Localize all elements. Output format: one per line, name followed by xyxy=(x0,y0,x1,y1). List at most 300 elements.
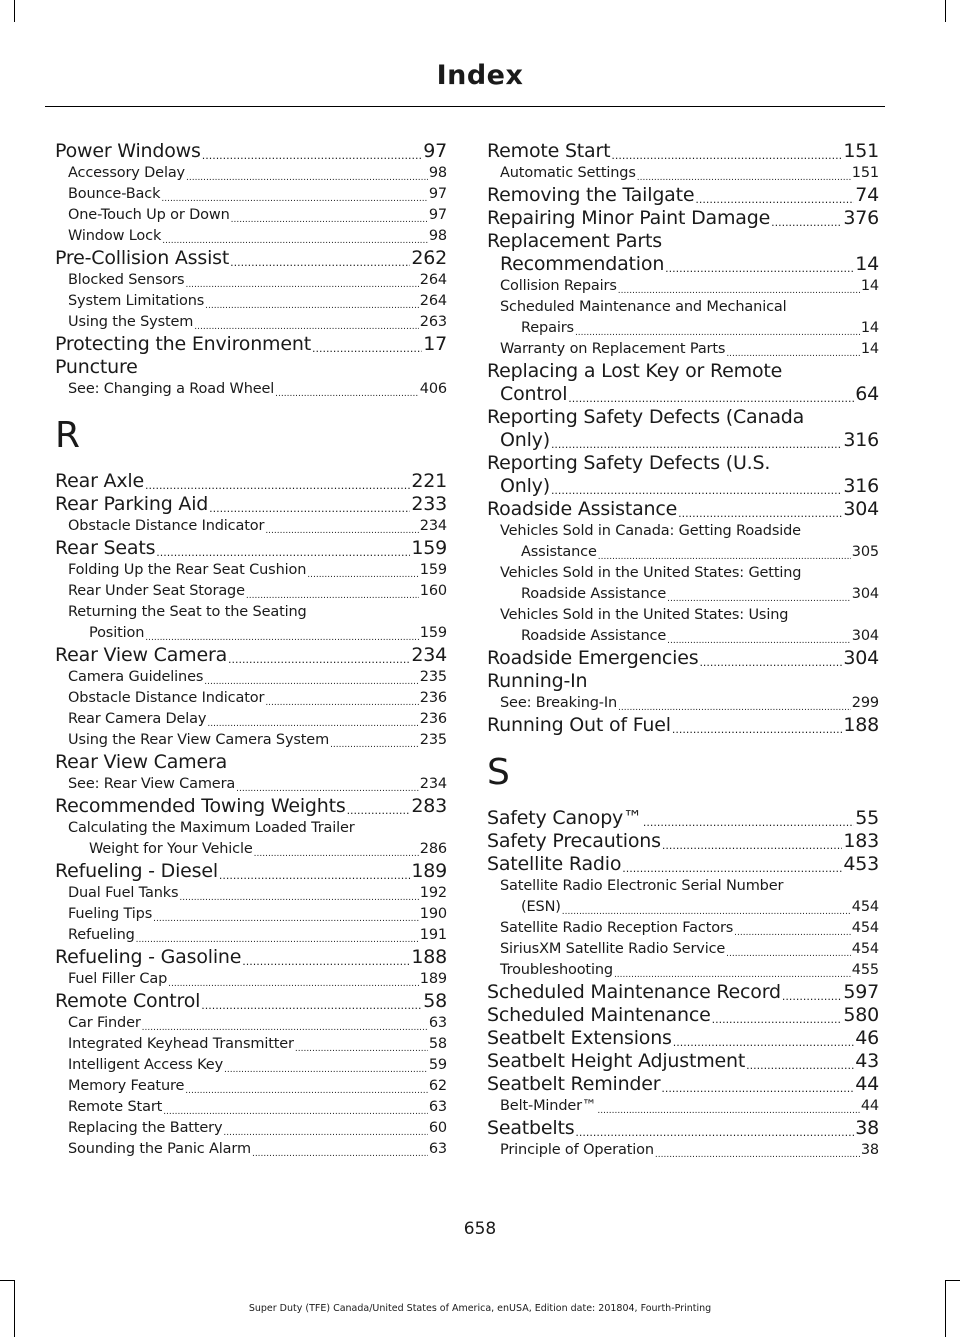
dot-leader xyxy=(551,484,842,498)
entry-title: Calculating the Maximum Loaded Trailer xyxy=(68,820,355,836)
entry-page-number: 453 xyxy=(843,853,879,875)
index-subentry-dual-fuel-tanks[interactable] xyxy=(55,883,447,904)
dot-leader xyxy=(661,1082,854,1096)
dot-leader xyxy=(186,172,428,184)
dot-leader xyxy=(265,525,418,537)
entry-title: Scheduled Maintenance Record xyxy=(487,981,781,1003)
entry-page-number: 236 xyxy=(419,690,447,706)
entry-continuation[interactable] xyxy=(68,623,447,644)
entry-page-number: 98 xyxy=(428,228,447,244)
crop-mark-bottom-right-h xyxy=(945,1280,960,1281)
dot-leader xyxy=(202,149,423,163)
index-entry-removing-the-tailgate[interactable] xyxy=(487,184,879,207)
index-entry-roadside-emergencies[interactable] xyxy=(487,647,879,670)
entry-page-number: 183 xyxy=(843,830,879,852)
entry-title: Control xyxy=(500,383,568,405)
entry-page-number: 17 xyxy=(423,333,447,355)
dot-leader xyxy=(252,1148,428,1160)
index-entry-safety-canopy[interactable] xyxy=(487,807,879,830)
entry-continuation[interactable] xyxy=(68,839,447,860)
entry-title: Rear Under Seat Storage xyxy=(68,583,245,599)
dot-leader xyxy=(295,1043,428,1055)
index-entry-running-out-of-fuel[interactable] xyxy=(487,714,879,737)
entry-page-number: 233 xyxy=(411,493,447,515)
dot-leader xyxy=(185,279,418,291)
index-subentry-vehicles-sold-in-the-united-states-getting[interactable] xyxy=(487,563,879,605)
entry-title: Bounce-Back xyxy=(68,186,161,202)
entry-page-number: 151 xyxy=(843,140,879,162)
dot-leader xyxy=(228,653,410,667)
entry-title: Running Out of Fuel xyxy=(487,714,671,736)
dot-leader xyxy=(614,969,851,981)
index-entry-roadside-assistance[interactable] xyxy=(487,498,879,521)
entry-page-number: 597 xyxy=(843,981,879,1003)
entry-page-number: 188 xyxy=(843,714,879,736)
dot-leader xyxy=(712,1013,843,1027)
dot-leader xyxy=(562,906,851,918)
entry-page-number: 14 xyxy=(860,320,879,336)
index-subentry-obstacle-distance-indicator[interactable] xyxy=(55,516,447,537)
dot-leader xyxy=(236,783,419,795)
entry-title: Recommended Towing Weights xyxy=(55,795,346,817)
entry-title: Scheduled Maintenance and Mechanical xyxy=(500,299,787,315)
entry-page-number: 14 xyxy=(860,278,879,294)
index-heading-rear-view-camera: Rear View Camera xyxy=(55,751,228,773)
entry-page-number: 190 xyxy=(419,906,447,922)
entry-title: Obstacle Distance Indicator xyxy=(68,518,265,534)
entry-title: Integrated Keyhead Transmitter xyxy=(68,1036,294,1052)
index-entry-repairing-minor-paint-damage[interactable] xyxy=(487,207,879,230)
entry-title: Refueling - Gasoline xyxy=(55,946,242,968)
dot-leader xyxy=(575,1126,854,1140)
entry-page-number: 454 xyxy=(851,941,879,957)
entry-page-number: 234 xyxy=(411,644,447,666)
entry-title: Seatbelt Reminder xyxy=(487,1073,661,1095)
entry-title: Refueling - Diesel xyxy=(55,860,218,882)
entry-title: Obstacle Distance Indicator xyxy=(68,690,265,706)
entry-title: Troubleshooting xyxy=(500,962,613,978)
entry-title: Remote Start xyxy=(487,140,611,162)
entry-page-number: 192 xyxy=(419,885,447,901)
entry-title: Vehicles Sold in Canada: Getting Roadside xyxy=(500,523,801,539)
dot-leader xyxy=(673,1036,854,1050)
index-entry-seatbelts[interactable] xyxy=(487,1117,879,1140)
index-subentry-automatic-settings[interactable] xyxy=(487,163,879,184)
entry-page-number: 580 xyxy=(843,1004,879,1026)
entry-page-number: 38 xyxy=(855,1117,879,1139)
crop-mark-top-left-v xyxy=(14,0,15,22)
entry-title: Scheduled Maintenance xyxy=(487,1004,711,1026)
index-subentry-vehicles-sold-in-canada-getting-roadside[interactable] xyxy=(487,521,879,563)
dot-leader xyxy=(254,848,419,860)
entry-title: Sounding the Panic Alarm xyxy=(68,1141,251,1157)
dot-leader xyxy=(695,193,854,207)
index-subentry-remote-start[interactable] xyxy=(55,1097,447,1118)
entry-title: SiriusXM Satellite Radio Service xyxy=(500,941,726,957)
dot-leader xyxy=(179,892,418,904)
dot-leader xyxy=(156,546,410,560)
index-heading-running-in: Running-In xyxy=(487,670,588,692)
entry-title: Belt-Minder™ xyxy=(500,1098,597,1114)
index-subentry-intelligent-access-key[interactable] xyxy=(55,1055,447,1076)
index-subentry-memory-feature[interactable] xyxy=(55,1076,447,1097)
index-entry-rear-view-camera[interactable] xyxy=(55,644,447,667)
entry-title: Automatic Settings xyxy=(500,165,636,181)
index-subentry-obstacle-distance-indicator[interactable] xyxy=(55,688,447,709)
index-column-right xyxy=(487,140,879,1161)
entry-page-number: 455 xyxy=(851,962,879,978)
index-subentry-blocked-sensors[interactable] xyxy=(55,270,447,291)
page-title: Index xyxy=(436,60,524,91)
index-subentry-fueling-tips[interactable] xyxy=(55,904,447,925)
entry-title: Accessory Delay xyxy=(68,165,185,181)
index-entry-replacing-a-lost-key-or-remote[interactable] xyxy=(487,360,879,406)
entry-title: Rear View Camera xyxy=(55,644,228,666)
entry-page-number: 221 xyxy=(411,470,447,492)
entry-title: See: Rear View Camera xyxy=(68,776,236,792)
index-subentry-warranty-on-replacement-parts[interactable] xyxy=(487,339,879,360)
dot-leader xyxy=(618,285,860,297)
dot-leader xyxy=(246,590,419,602)
entry-continuation[interactable] xyxy=(487,253,879,276)
entry-title: Seatbelt Extensions xyxy=(487,1027,672,1049)
entry-page-number: 60 xyxy=(428,1120,447,1136)
entry-title: Satellite Radio Electronic Serial Number xyxy=(500,878,784,894)
entry-title: One-Touch Up or Down xyxy=(68,207,230,223)
dot-leader xyxy=(242,955,410,969)
entry-continuation[interactable] xyxy=(500,584,879,605)
entry-title: Satellite Radio xyxy=(487,853,622,875)
dot-leader xyxy=(667,593,851,605)
dot-leader xyxy=(611,149,842,163)
index-entry-remote-start[interactable] xyxy=(487,140,879,163)
entry-page-number: 235 xyxy=(419,732,447,748)
entry-page-number: 63 xyxy=(428,1099,447,1115)
index-entry-remote-control[interactable] xyxy=(55,990,447,1013)
entry-page-number: 74 xyxy=(855,184,879,206)
entry-title: Roadside Assistance xyxy=(521,628,667,644)
entry-page-number: 304 xyxy=(843,498,879,520)
dot-leader xyxy=(224,1064,428,1076)
entry-page-number: 98 xyxy=(428,165,447,181)
edition-footer: Super Duty (TFE) Canada/United States of America, enUSA, Edition date: 201804, Fourth-Printing xyxy=(248,1303,712,1314)
entry-page-number: 305 xyxy=(851,544,879,560)
index-entry-rear-seats[interactable] xyxy=(55,537,447,560)
index-entry-seatbelt-extensions[interactable] xyxy=(487,1027,879,1050)
entry-page-number: 160 xyxy=(419,583,447,599)
dot-leader xyxy=(230,256,410,270)
index-subentry-siriusxm-satellite-radio-service[interactable] xyxy=(487,939,879,960)
index-subentry-see-rear-view-camera[interactable] xyxy=(55,774,447,795)
dot-leader xyxy=(209,502,410,516)
entry-page-number: 58 xyxy=(423,990,447,1012)
index-subentry-folding-up-the-rear-seat-cushion[interactable] xyxy=(55,560,447,581)
index-entry-satellite-radio[interactable] xyxy=(487,853,879,876)
index-entry-recommended-towing-weights[interactable] xyxy=(55,795,447,818)
entry-title: Car Finder xyxy=(68,1015,141,1031)
dot-leader xyxy=(162,235,428,247)
entry-continuation[interactable] xyxy=(500,318,879,339)
dot-leader xyxy=(618,702,851,714)
entry-page-number: 299 xyxy=(851,695,879,711)
entry-title: Removing the Tailgate xyxy=(487,184,695,206)
dot-leader xyxy=(223,1127,427,1139)
entry-page-number: 159 xyxy=(419,562,447,578)
entry-title: Returning the Seat to the Seating xyxy=(68,604,307,620)
index-entry-seatbelt-height-adjustment[interactable] xyxy=(487,1050,879,1073)
page-number: 658 xyxy=(463,1219,497,1239)
index-subentry-calculating-the-maximum-loaded-trailer[interactable] xyxy=(55,818,447,860)
entry-title: Principle of Operation xyxy=(500,1142,654,1158)
dot-leader xyxy=(643,816,854,830)
entry-title: Only) xyxy=(500,475,550,497)
entry-page-number: 43 xyxy=(855,1050,879,1072)
entry-page-number: 97 xyxy=(428,186,447,202)
index-entry-power-windows[interactable] xyxy=(55,140,447,163)
entry-page-number: 235 xyxy=(419,669,447,685)
entry-title: Dual Fuel Tanks xyxy=(68,885,179,901)
index-heading-puncture: Puncture xyxy=(55,356,138,378)
dot-leader xyxy=(746,1059,854,1073)
dot-leader xyxy=(662,839,842,853)
dot-leader xyxy=(622,862,842,876)
entry-page-number: 159 xyxy=(419,625,447,641)
entry-page-number: 283 xyxy=(411,795,447,817)
dot-leader xyxy=(347,804,411,818)
entry-title: Camera Guidelines xyxy=(68,669,204,685)
dot-leader xyxy=(142,1022,428,1034)
index-subentry-using-the-system[interactable] xyxy=(55,312,447,333)
index-subentry-system-limitations[interactable] xyxy=(55,291,447,312)
entry-page-number: 262 xyxy=(411,247,447,269)
index-subentry-window-lock[interactable] xyxy=(55,226,447,247)
entry-title: Vehicles Sold in the United States: Using xyxy=(500,607,789,623)
dot-leader xyxy=(551,438,842,452)
entry-page-number: 264 xyxy=(419,272,447,288)
entry-continuation[interactable] xyxy=(487,383,879,406)
entry-page-number: 62 xyxy=(428,1078,447,1094)
index-subentry-vehicles-sold-in-the-united-states-using[interactable] xyxy=(487,605,879,647)
crop-mark-top-right-v xyxy=(945,0,946,22)
index-subentry-belt-minder[interactable] xyxy=(487,1096,879,1117)
entry-page-number: 454 xyxy=(851,899,879,915)
entry-title: Remote Control xyxy=(55,990,201,1012)
entry-page-number: 63 xyxy=(428,1015,447,1031)
entry-page-number: 44 xyxy=(860,1098,879,1114)
index-subentry-satellite-radio-reception-factors[interactable] xyxy=(487,918,879,939)
index-subentry-fuel-filler-cap[interactable] xyxy=(55,969,447,990)
index-entry-reporting-safety-defects-canada[interactable] xyxy=(487,406,879,452)
index-subentry-see-changing-a-road-wheel[interactable] xyxy=(55,379,447,400)
entry-title: Fueling Tips xyxy=(68,906,153,922)
index-subentry-rear-camera-delay[interactable] xyxy=(55,709,447,730)
entry-page-number: 264 xyxy=(419,293,447,309)
entry-title: Replacement Parts xyxy=(487,230,662,252)
dot-leader xyxy=(205,300,419,312)
entry-title: Warranty on Replacement Parts xyxy=(500,341,726,357)
entry-page-number: 46 xyxy=(855,1027,879,1049)
entry-page-number: 263 xyxy=(419,314,447,330)
dot-leader xyxy=(637,172,851,184)
entry-title: Reporting Safety Defects (Canada xyxy=(487,406,805,428)
index-subentry-principle-of-operation[interactable] xyxy=(487,1140,879,1161)
dot-leader xyxy=(185,1085,428,1097)
entry-continuation[interactable] xyxy=(487,475,879,498)
entry-title: Rear Seats xyxy=(55,537,156,559)
entry-title: Recommendation xyxy=(500,253,665,275)
dot-leader xyxy=(667,635,851,647)
dot-leader xyxy=(312,342,422,356)
index-subentry-see-breaking-in[interactable] xyxy=(487,693,879,714)
entry-title: Folding Up the Rear Seat Cushion xyxy=(68,562,307,578)
entry-title: Roadside Assistance xyxy=(521,586,667,602)
entry-title: Weight for Your Vehicle xyxy=(89,841,253,857)
index-entry-safety-precautions[interactable] xyxy=(487,830,879,853)
entry-title: Power Windows xyxy=(55,140,201,162)
entry-page-number: 316 xyxy=(843,429,879,451)
dot-leader xyxy=(204,676,419,688)
dot-leader xyxy=(575,327,860,339)
dot-leader xyxy=(145,632,419,644)
section-letter-r: R xyxy=(55,415,81,456)
entry-title: Position xyxy=(89,625,145,641)
dot-leader xyxy=(168,978,419,990)
index-subentry-using-the-rear-view-camera-system[interactable] xyxy=(55,730,447,751)
entry-title: Satellite Radio Reception Factors xyxy=(500,920,734,936)
entry-page-number: 376 xyxy=(843,207,879,229)
index-subentry-bounce-back[interactable] xyxy=(55,184,447,205)
index-subentry-one-touch-up-or-down[interactable] xyxy=(55,205,447,226)
index-subentry-replacing-the-battery[interactable] xyxy=(55,1118,447,1139)
index-subentry-integrated-keyhead-transmitter[interactable] xyxy=(55,1034,447,1055)
index-entry-rear-parking-aid[interactable] xyxy=(55,493,447,516)
entry-title: Rear Axle xyxy=(55,470,144,492)
entry-page-number: 151 xyxy=(851,165,879,181)
entry-page-number: 316 xyxy=(843,475,879,497)
index-subentry-sounding-the-panic-alarm[interactable] xyxy=(55,1139,447,1160)
entry-title: Protecting the Environment xyxy=(55,333,311,355)
entry-title: (ESN) xyxy=(521,899,561,915)
dot-leader xyxy=(782,990,842,1004)
dot-leader xyxy=(145,479,410,493)
dot-leader xyxy=(726,348,860,360)
entry-page-number: 14 xyxy=(855,253,879,275)
index-entry-refueling-diesel[interactable] xyxy=(55,860,447,883)
index-column-left xyxy=(55,140,447,1160)
index-entry-reporting-safety-defects-u-s[interactable] xyxy=(487,452,879,498)
entry-title: See: Changing a Road Wheel xyxy=(68,381,275,397)
entry-page-number: 38 xyxy=(860,1142,879,1158)
entry-title: Safety Precautions xyxy=(487,830,661,852)
entry-page-number: 191 xyxy=(419,927,447,943)
entry-page-number: 44 xyxy=(855,1073,879,1095)
entry-page-number: 304 xyxy=(851,628,879,644)
entry-page-number: 234 xyxy=(419,518,447,534)
dot-leader xyxy=(672,723,842,737)
dot-leader xyxy=(201,999,422,1013)
index-entry-refueling-gasoline[interactable] xyxy=(55,946,447,969)
dot-leader xyxy=(265,697,418,709)
index-entry-protecting-the-environment[interactable] xyxy=(55,333,447,356)
entry-page-number: 188 xyxy=(411,946,447,968)
entry-continuation[interactable] xyxy=(500,542,879,563)
dot-leader xyxy=(771,216,842,230)
index-entry-rear-axle[interactable] xyxy=(55,470,447,493)
index-subentry-scheduled-maintenance-and-mechanical[interactable] xyxy=(487,297,879,339)
entry-title: Reporting Safety Defects (U.S. xyxy=(487,452,771,474)
index-entry-scheduled-maintenance-record[interactable] xyxy=(487,981,879,1004)
entry-page-number: 64 xyxy=(855,383,879,405)
dot-leader xyxy=(597,1105,860,1117)
index-subentry-satellite-radio-electronic-serial-number[interactable] xyxy=(487,876,879,918)
entry-title: Memory Feature xyxy=(68,1078,185,1094)
header-rule xyxy=(45,106,885,107)
entry-page-number: 234 xyxy=(419,776,447,792)
dot-leader xyxy=(275,388,419,400)
entry-title: Using the Rear View Camera System xyxy=(68,732,330,748)
entry-title: Replacing the Battery xyxy=(68,1120,223,1136)
index-entry-seatbelt-reminder[interactable] xyxy=(487,1073,879,1096)
dot-leader xyxy=(678,507,842,521)
dot-leader xyxy=(231,214,428,226)
entry-page-number: 189 xyxy=(419,971,447,987)
entry-title: Blocked Sensors xyxy=(68,272,185,288)
index-entry-scheduled-maintenance[interactable] xyxy=(487,1004,879,1027)
entry-page-number: 286 xyxy=(419,841,447,857)
index-entry-pre-collision-assist[interactable] xyxy=(55,247,447,270)
entry-title: See: Breaking-In xyxy=(500,695,618,711)
entry-title: Seatbelts xyxy=(487,1117,575,1139)
dot-leader xyxy=(699,656,842,670)
entry-title: Vehicles Sold in the United States: Getting xyxy=(500,565,802,581)
entry-page-number: 63 xyxy=(428,1141,447,1157)
index-subentry-car-finder[interactable] xyxy=(55,1013,447,1034)
entry-page-number: 97 xyxy=(423,140,447,162)
index-entry-replacement-parts[interactable] xyxy=(487,230,879,276)
entry-continuation[interactable] xyxy=(500,626,879,647)
index-subentry-returning-the-seat-to-the-seating[interactable] xyxy=(55,602,447,644)
entry-title: System Limitations xyxy=(68,293,205,309)
entry-continuation[interactable] xyxy=(487,429,879,452)
crop-mark-bottom-left-h xyxy=(0,1280,15,1281)
index-subentry-collision-repairs[interactable] xyxy=(487,276,879,297)
dot-leader xyxy=(161,193,427,205)
index-subentry-camera-guidelines[interactable] xyxy=(55,667,447,688)
dot-leader xyxy=(568,392,854,406)
dot-leader xyxy=(598,551,851,563)
entry-page-number: 189 xyxy=(411,860,447,882)
entry-continuation[interactable] xyxy=(500,897,879,918)
index-subentry-refueling[interactable] xyxy=(55,925,447,946)
index-subentry-accessory-delay[interactable] xyxy=(55,163,447,184)
entry-title: Repairs xyxy=(521,320,574,336)
entry-page-number: 58 xyxy=(428,1036,447,1052)
entry-page-number: 406 xyxy=(419,381,447,397)
entry-title: Collision Repairs xyxy=(500,278,617,294)
entry-title: Rear Parking Aid xyxy=(55,493,209,515)
entry-title: Replacing a Lost Key or Remote xyxy=(487,360,783,382)
dot-leader xyxy=(207,718,418,730)
entry-title: Fuel Filler Cap xyxy=(68,971,168,987)
index-subentry-rear-under-seat-storage[interactable] xyxy=(55,581,447,602)
dot-leader xyxy=(734,927,851,939)
index-subentry-troubleshooting[interactable] xyxy=(487,960,879,981)
dot-leader xyxy=(307,569,419,581)
entry-title: Safety Canopy™ xyxy=(487,807,642,829)
entry-title: Only) xyxy=(500,429,550,451)
entry-title: Intelligent Access Key xyxy=(68,1057,224,1073)
dot-leader xyxy=(219,869,410,883)
